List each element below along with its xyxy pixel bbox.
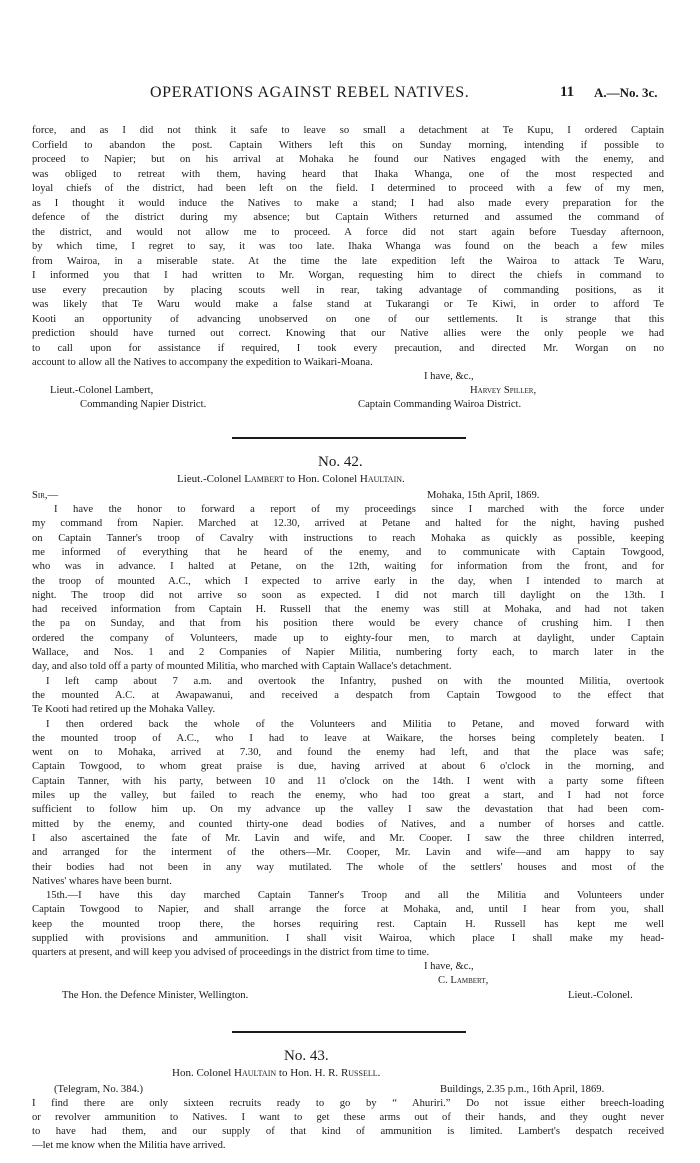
paragraph-line: the mounted troop of A.C., who I had to leave at Waikare, the horses being completely beaten. I [32,732,664,744]
paragraph-line: keep the mounted troop there, the horses requiring rest. Captain H. Russell has kept me well [32,918,664,930]
place-date: Mohaka, 15th April, 1869. [427,490,540,501]
paragraph-line: Kooti an opportunity of advancing unobserved on one of our settlements. It is strange that this [32,313,664,325]
paragraph-line: Captain Towgood to Napier, and shall arrange the force at Mohaka, and, until I hear from you, shall [32,904,664,916]
paragraph-line: Wallace, and Nos. 1 and 2 Companies of Napier Militia, numbering forty each, to march later in the [32,647,664,658]
paragraph-line: ordered the company of Volunteers, made up to eighty-four men, to march at daylight, under Captain [32,632,664,644]
paragraph-line: day, and also told off a party of mounted Militia, who marched with Captain Wallace's detachment. [32,661,452,673]
paragraph-line: my command from Napier. Marched at 12.30, arrived at Petane and halted for the night, having pushed [32,518,664,530]
paragraph-line: I then ordered back the whole of the Volunteers and Militia to Petane, and moved forward with [46,718,664,730]
paragraph-line: Corfield to abandon the post. Captain Withers left this on Sunday morning, intending if possible to [32,139,664,151]
paragraph-line: to call upon for assistance if required, I took every precaution, and directed Mr. Worgan on no [32,342,664,354]
paragraph-line: 15th.—I have this day marched Captain Tanner's Troop and all the Militia and Volunteers under [46,890,664,902]
page-header [0,84,700,104]
paragraph-line: quarters at present, and will keep you advised of proceedings in the district from time to time. [32,947,430,959]
paragraph-line: Te Kooti had retired up the Mohaka Valley. [32,704,216,716]
document-subtitle: Lieut.-Colonel Lambert to Hon. Colonel Haultain. [177,473,405,485]
paragraph-line: I also ascertained the fate of Mr. Lavin and wife, and Mr. Cooper. I saw the three children interred, [32,832,664,844]
document-reference: A.—No. 3c. [594,85,658,100]
paragraph-line: and arranged for the interment of the others—Mr. Cooper, Mr. Lavin and wife—and am happy to say [32,847,664,859]
paragraph-line: use every precaution by placing scouts well in rear, taking advantage of commanding positions, as it [32,284,664,296]
paragraph-line: I have the honor to forward a report of my proceedings since I marched with the force under [54,504,664,515]
paragraph-line: on Captain Tanner's troop of Cavalry with instructions to reach Mohaka as quickly as possible, keeping [32,532,664,544]
page-number: 11 [560,84,575,100]
paragraph-line: I find there are only sixteen recruits ready to go by “ Ahuriri.” Do not issue either breech-loading [32,1098,664,1109]
paragraph-line: to have had them, and our supply of that kind of ammunition is limited. Lambert's despatch received [32,1126,664,1137]
paragraph-line: defence of the district during my absence; but Captain Withers returned and assumed the command of [32,212,664,223]
paragraph-line: Captain Towgood, to whom great praise is due, having arrived at about 6 o'clock in the morning, and [32,761,664,773]
paragraph-line: from Wairoa, in a miserable state. At the time the late expedition left the Wairoa to attack Te Waru, [32,255,664,267]
paragraph-line: me informed of everything that he heard of the enemy, and to communicate with Captain Towgood, [32,546,664,558]
paragraph-line: had received information from Captain H. Russell that the enemy was still at Mohaka, and had not taken [32,604,664,616]
paragraph-line: the troop of mounted A.C., which I expected to arrive early in the day, when I intended to march at [32,575,664,587]
paragraph-line: prediction should have turned out correct. Knowing that our Native allies were the only people we had [32,328,664,339]
document-number: No. 43. [284,1048,329,1064]
paragraph-line: supplied with provisions and ammunition. I shall visit Wairoa, which place I shall make my head- [32,933,664,944]
signer-name: Harvey Spiller, [470,385,537,396]
signer-name: C. Lambert, [438,975,489,986]
paragraph-line: the mounted A.C. at Awapawanui, and received a despatch from Captain Towgood to the effect that [32,689,664,701]
paragraph-line: force, and as I did not think it safe to leave so small a detachment at Te Kupu, I ordered Captain [32,125,664,136]
paragraph-line: loyal chiefs of the district, had been left on the field. I determined to proceed with a few of my men, [32,183,664,194]
paragraph-line: their bodies had not been in any way mutilated. The whole of the settlers' houses and most of the [32,861,664,873]
document-subtitle: Hon. Colonel Haultain to Hon. H. R. Russell. [172,1067,381,1079]
addressee-title: Commanding Napier District. [80,399,207,410]
paragraph-line: sufficient to follow him up. On my advance up the valley I saw the devastation that had been com- [32,804,664,816]
paragraph-line: or revolver ammunition to Natives. I want to get these arms out of their hands, and they ought never [32,1112,664,1123]
paragraph-line: night. The troop did not arrive so soon as expected. I did not march till daylight on the 13th. I [32,589,664,601]
paragraph-line: the district, and would not allow me to proceed. A force did not start again before Tuesday afternoon, [32,226,664,238]
paragraph-line: proceed to Napier; but on his arrival at Mohaka he found our Natives engaged with the enemy, and [32,154,664,165]
paragraph-line: who was in advance. I halted at Petane, on the 12th, waiting for information from the front, and for [32,561,664,573]
paragraph-line: by which time, I regret to say, it was too late. Ihaka Whanga was found on the beach a few miles [32,241,664,252]
paragraph-line: was obliged to retreat with them, having heard that Ihaka Whanga, one of the most respected and [32,168,664,180]
paragraph-line: —let me know when the Militia have arrived. [32,1140,226,1151]
paragraph-line: Natives' whares have been burnt. [32,875,172,887]
addressee-name: Lieut.-Colonel Lambert, [50,385,154,396]
closing: I have, &c., [424,961,474,972]
paragraph-line: miles up the valley, but failed to reach the enemy, who had too great a start, and I had not force [32,790,664,801]
paragraph-line: I informed you that I had written to Mr. Worgan, requesting him to direct the chiefs in command to [32,270,664,281]
place-date: Buildings, 2.35 p.m., 16th April, 1869. [440,1084,605,1095]
running-title: OPERATIONS AGAINST REBEL NATIVES. [150,84,470,101]
section-divider [232,437,466,439]
paragraph-line: went on to Mohaka, arrived at 7.30, and found the enemy had left, and that the place was safe; [32,747,664,759]
paragraph-line: was likely that Te Waru would make a false stand at Tukarangi or Te Kiwi, in order to afford Te [32,299,664,310]
paragraph-line: I left camp about 7 a.m. and overtook the Infantry, pushed on with the mounted Militia, overtook [46,675,664,687]
paragraph-line: mitted by the enemy, and counted thirty-one dead bodies of Natives, and a number of horses and cattle. [32,818,664,830]
signer-title: Lieut.-Colonel. [568,990,633,1001]
paragraph-line: the pa on Sunday, and that from his position there would be every chance of crushing him. I then [32,618,664,630]
salutation: Sir,— [32,490,59,501]
paragraph-line: as I thought it would induce the Natives to make a stand; I had also made every preparation for the [32,197,664,209]
paragraph-line: Captain Tanner, with his party, between 10 and 11 o'clock on the 14th. I went with a party some fifteen [32,775,664,787]
closing: I have, &c., [424,371,474,382]
addressee: The Hon. the Defence Minister, Wellington. [62,990,249,1001]
paragraph-line: account to allow all the Natives to accompany the expedition to Waikari-Moana. [32,357,373,368]
signer-title: Captain Commanding Wairoa District. [358,399,522,410]
section-divider [232,1031,466,1033]
telegram-number: (Telegram, No. 384.) [54,1084,143,1095]
document-number: No. 42. [318,454,363,470]
